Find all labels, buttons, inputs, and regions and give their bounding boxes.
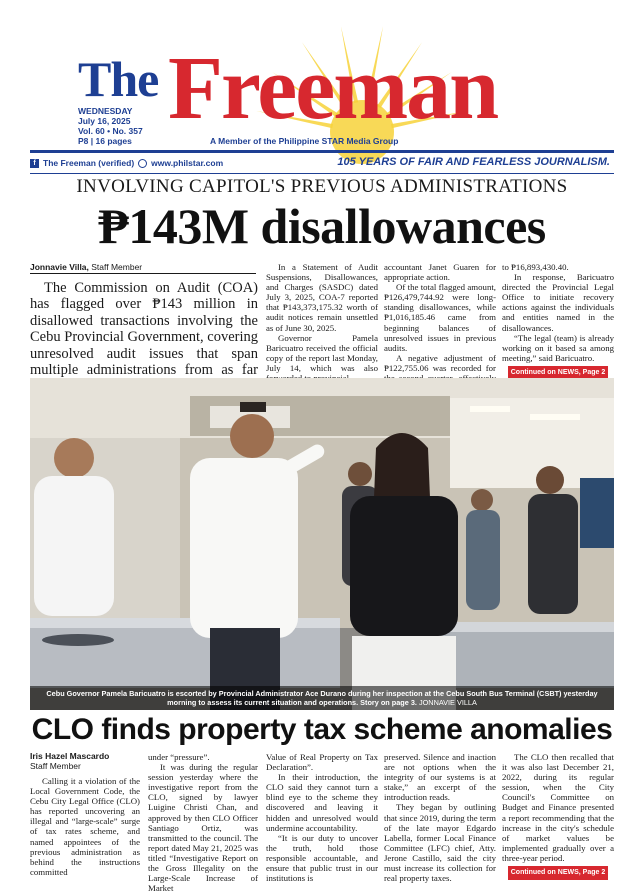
paragraph: They began by outlining that since 2019, during the term of the late mayor Edgardo Labella, former Local Finance Committee (LFC) chief, Atty. Jerone Castillo, said the city must increase its collection for real property taxes. (384, 802, 496, 884)
anniversary-tagline: 105 YEARS OF FAIR AND FEARLESS JOURNALISM. (337, 156, 610, 168)
photo-credit: JONNAVIE VILLA (418, 698, 477, 707)
member-tagline: A Member of the Philippine STAR Media Group (210, 136, 399, 146)
lead-column-3 (502, 262, 614, 380)
paragraph: preserved. Silence and inaction are not options when the integrity of our systems is at stake,” an excerpt of the introduction reads. (384, 752, 496, 803)
paragraph: In response, Baricuatro directed the Provincial Legal Office to initiate recovery actions against the individuals and entities named in the disallowances. (502, 272, 614, 333)
byline-rule (30, 273, 256, 274)
subbar-divider (30, 173, 614, 174)
caption-text: Cebu Governor Pamela Baricuatro is escorted by Provincial Administrator Ace Durano during her inspection at the Cebu South Bus Terminal (CSBT) yesterday morning to assess its current situation and operations. Story on page 3. (46, 689, 598, 707)
website-link[interactable]: www.philstar.com (151, 158, 224, 168)
issue-date: July 16, 2025 (78, 116, 131, 126)
masthead (0, 0, 640, 152)
paragraph: In a Statement of Audit Suspensions, Disallowances, and Charges (SASDC) dated July 3, 2025, COA-7 reported that ₱143,373,175.32 worth of audit notices remain unsettled as of June 30, 2025. (266, 262, 378, 333)
paragraph: accountant Janet Guaren for appropriate action. (384, 262, 496, 283)
paragraph: Calling it a violation of the Local Government Code, the Cebu City Legal Office (CLO) has reported uncovering an illegal and “large-scale” surge of tax rates scheme, and named appointees of the previous administration as behind the instructions committed (30, 776, 140, 877)
issue-volume: Vol. 60 • No. 357 (78, 126, 143, 136)
second-column-2 (148, 752, 258, 893)
facebook-icon: f (30, 159, 39, 168)
issue-price-pages: P8 | 16 pages (78, 136, 132, 146)
paragraph: In their introduction, the CLO said they cannot turn a blind eye to the scheme they discovered and leaving it hidden and unresolved would undermine accountability. (266, 772, 378, 833)
second-column-3 (266, 752, 378, 883)
masthead-subbar (30, 156, 614, 172)
photo-illustration (30, 378, 614, 710)
second-column-1 (30, 776, 140, 877)
paragraph: to ₱16,893,430.40. (502, 262, 569, 272)
lead-kicker: INVOLVING CAPITOL'S PREVIOUS ADMINISTRATIONS (76, 176, 568, 197)
social-links (30, 158, 223, 168)
lead-continued-link[interactable]: Continued on NEWS, Page 2 (508, 366, 608, 380)
second-byline-role: Staff Member (30, 761, 81, 771)
second-byline-name: Iris Hazel Mascardo (30, 751, 110, 761)
second-continued-link[interactable]: Continued on NEWS, Page 2 (508, 866, 608, 880)
logo-the: The (78, 51, 159, 107)
paragraph: “The legal (team) is already working on it based sa among meeting,” said Baricuatro. (502, 332, 614, 363)
dateline (78, 106, 143, 146)
paragraph: Governor Pamela Baricuatro received the official copy of the report last Monday, July 14, which was also (266, 332, 378, 373)
paragraph: It was during the regular session yesterday where the investigative report from the CLO, signed by lawyer Luigine Christi Chan, and approved by then CLO Officer Santiago Ortiz, was transmitted to the council. The report dated May 21, 2025 was titled “Investigative Report on the Gross Illegality on the Large-Scale Increase of Market (148, 762, 258, 893)
facebook-link[interactable]: The Freeman (verified) (43, 158, 135, 168)
lead-byline-name: Jonnavie Villa, (30, 262, 89, 272)
lead-photo (30, 378, 614, 710)
paragraph: under “pressure”. (148, 752, 210, 762)
photo-caption (30, 686, 614, 710)
second-byline (30, 751, 109, 771)
paragraph: Of the total flagged amount, ₱126,479,744.92 were long-standing disallowances, while ₱1,016,185.46 came from beginning balances of unresolved issues in previous audits. (384, 282, 496, 353)
second-column-4 (384, 752, 496, 883)
paragraph: A negative adjustment of ₱122,755.06 was recorded for (384, 352, 496, 373)
lead-byline-role: Staff Member (88, 262, 143, 272)
paragraph: “It is our duty to uncover the truth, hold those responsible accountable, and ensure that public trust in our institutions is (266, 832, 378, 884)
lead-headline: ₱143M disallowances (98, 198, 546, 254)
lead-paragraph: The Commission on Audit (COA) has flagged over ₱143 million in disallowed transactions involving the Cebu Provincial Government, covering unresolved audit issues that span multiple administrations from as far (30, 280, 258, 379)
logo-freeman: Freeman (168, 39, 498, 138)
issue-day: WEDNESDAY (78, 106, 133, 116)
lead-byline (30, 262, 142, 272)
second-column-5 (502, 752, 614, 880)
lead-column-1 (266, 262, 378, 383)
globe-icon (138, 159, 147, 168)
paragraph: Value of Real Property on Tax Declaration”. (266, 752, 378, 773)
paragraph: The CLO then recalled that it was also last December 21, 2022, during its regular session, when the City Council's Committee on Budget and Finance presented a report recommending that the increase in the city's schedule of market values be implemented gradually over a three-year period. (502, 752, 614, 863)
second-headline: CLO finds property tax scheme anomalies (31, 713, 613, 746)
masthead-divider (30, 150, 614, 153)
